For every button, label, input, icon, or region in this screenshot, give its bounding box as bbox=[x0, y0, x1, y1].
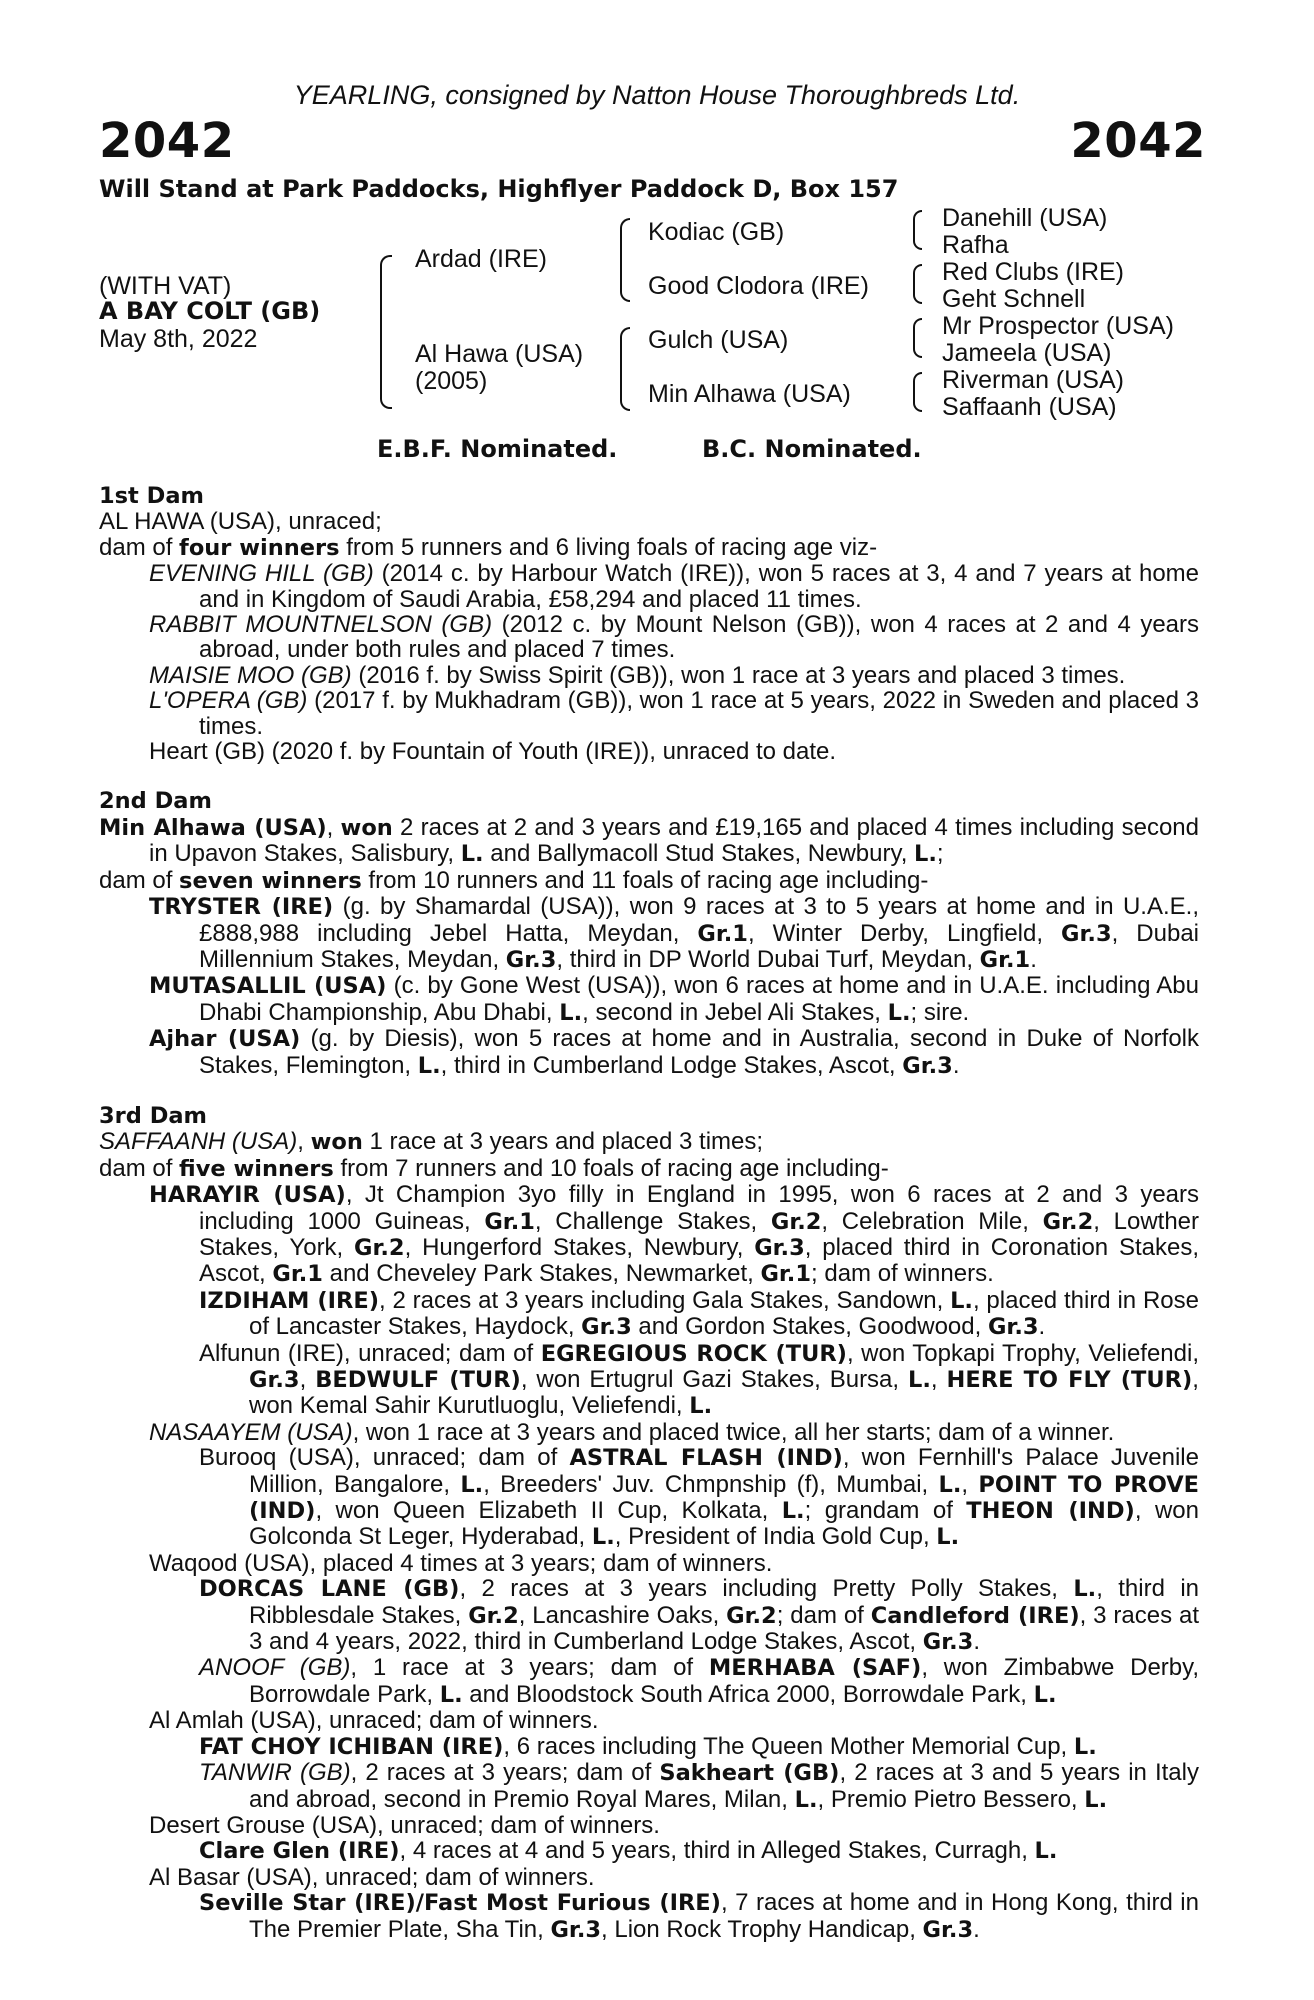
produce-entry: TANWIR (GB), 2 races at 3 years; dam of Sakheart (GB), 2 races at 3 and 5 years in Italy and abroad, second in Premio Royal Mares, Milan, L., Premio Pietro Bessero, L. bbox=[199, 1759, 1199, 1813]
second-dam-produce: dam of seven winners from 10 runners and 11 foals of racing age including- bbox=[99, 866, 929, 894]
third-dam-heading: 3rd Dam bbox=[99, 1102, 207, 1129]
produce-entry: Al Amlah (USA), unraced; dam of winners. bbox=[149, 1707, 599, 1735]
catalogue-body bbox=[99, 484, 1199, 1943]
gg-2: Rafha bbox=[942, 231, 1009, 259]
third-dam-produce: dam of five winners from 7 runners and 10 foals of racing age including- bbox=[99, 1154, 889, 1182]
lot-number-left: 2042 bbox=[99, 113, 235, 169]
sire-dam: Good Clodora (IRE) bbox=[648, 272, 869, 300]
produce-entry: RABBIT MOUNTNELSON (GB) (2012 c. by Mount Nelson (GB)), won 4 races at 2 and 4 years abroad, under both rules and placed 7 times. bbox=[149, 611, 1200, 664]
produce-entry: FAT CHOY ICHIBAN (IRE), 6 races including The Queen Mother Memorial Cup, L. bbox=[199, 1732, 1097, 1760]
gg-4: Geht Schnell bbox=[942, 285, 1086, 313]
dam-year: (2005) bbox=[415, 367, 488, 395]
dam-dam: Min Alhawa (USA) bbox=[648, 380, 851, 408]
produce-entry: Clare Glen (IRE), 4 races at 4 and 5 years, third in Alleged Stakes, Curragh, L. bbox=[199, 1837, 1058, 1865]
produce-entry: TRYSTER (IRE) (g. by Shamardal (USA)), won 9 races at 3 to 5 years at home and in U.A.E., £888,988 including Jebel Hatta, Meydan, Gr.1, Winter Derby, Lingfield, Gr.3, Dubai Millennium Stakes, Meydan, Gr.3, third in DP World Dubai Turf, Meydan, Gr.1. bbox=[149, 893, 1200, 973]
produce-entry: Heart (GB) (2020 f. by Fountain of Youth (IRE)), unraced to date. bbox=[149, 738, 837, 766]
stand-location: Will Stand at Park Paddocks, Highflyer Paddock D, Box 157 bbox=[99, 175, 899, 203]
produce-entry: Waqood (USA), placed 4 times at 3 years; dam of winners. bbox=[149, 1549, 773, 1577]
sire-sire: Kodiac (GB) bbox=[648, 218, 785, 246]
pedigree-brace-3 bbox=[913, 318, 922, 358]
first-dam-heading: 1st Dam bbox=[99, 483, 204, 509]
gg-3: Red Clubs (IRE) bbox=[942, 258, 1124, 286]
first-dam-line: AL HAWA (USA), unraced; bbox=[99, 508, 382, 536]
produce-entry: MUTASALLIL (USA) (c. by Gone West (USA)), won 6 races at home and in U.A.E. including Abu Dhabi Championship, Abu Dhabi, L., second in Jebel Ali Stakes, L.; sire. bbox=[149, 972, 1199, 1026]
consignor-line: YEARLING, consigned by Natton House Thoroughbreds Ltd. bbox=[293, 80, 1021, 110]
pedigree-brace-main bbox=[380, 255, 392, 409]
gg-1: Danehill (USA) bbox=[942, 204, 1108, 232]
produce-entry: Seville Star (IRE)/Fast Most Furious (IRE), 7 races at home and in Hong Kong, third in The Premier Plate, Sha Tin, Gr.3, Lion Rock Trophy Handicap, Gr.3. bbox=[199, 1889, 1199, 1943]
produce-entry: Ajhar (USA) (g. by Diesis), won 5 races at home and in Australia, second in Duke of Norfolk Stakes, Flemington, L., third in Cumberland Lodge Stakes, Ascot, Gr.3. bbox=[149, 1025, 1200, 1079]
gg-8: Saffaanh (USA) bbox=[942, 393, 1117, 421]
gg-5: Mr Prospector (USA) bbox=[942, 312, 1174, 340]
second-dam-line: Min Alhawa (USA), won 2 races at 2 and 3 years and £19,165 and placed 4 times including second in Upavon Stakes, Salisbury, L. and Ballymacoll Stud Stakes, Newbury, L.; bbox=[99, 813, 1199, 868]
produce-entry: MAISIE MOO (GB) (2016 f. by Swiss Spirit (GB)), won 1 race at 3 years and placed 3 times. bbox=[149, 661, 1126, 689]
produce-entry: ANOOF (GB), 1 race at 3 years; dam of MERHABA (SAF), won Zimbabwe Derby, Borrowdale Park, L. and Bloodstock South Africa 2000, Borrowdale Park, L. bbox=[199, 1654, 1200, 1708]
produce-entry: EVENING HILL (GB) (2014 c. by Harbour Watch (IRE)), won 5 races at 3, 4 and 7 years at home and in Kingdom of Saudi Arabia, £58,294 and placed 11 times. bbox=[149, 560, 1200, 613]
gg-7: Riverman (USA) bbox=[942, 366, 1124, 394]
lot-number-right: 2042 bbox=[1070, 113, 1206, 169]
dam-sire: Gulch (USA) bbox=[648, 326, 789, 354]
foaling-date: May 8th, 2022 bbox=[99, 325, 258, 353]
pedigree-brace-1 bbox=[913, 210, 922, 250]
produce-entry: Burooq (USA), unraced; dam of ASTRAL FLASH (IND), won Fernhill's Palace Juvenile Million, Bangalore, L., Breeders' Juv. Chmpnship (f), Mumbai, L., POINT TO PROVE (IND), won Queen Elizabeth II Cup, Kolkata, L.; grandam of THEON (IND), won Golconda St Leger, Hyderabad, L., President of India Gold Cup, L. bbox=[199, 1444, 1199, 1551]
produce-entry: NASAAYEM (USA), won 1 race at 3 years and placed twice, all her starts; dam of a winner. bbox=[149, 1418, 1115, 1446]
third-dam-line: SAFFAANH (USA), won 1 race at 3 years and placed 3 times; bbox=[99, 1128, 764, 1156]
gg-6: Jameela (USA) bbox=[942, 339, 1112, 367]
ebf-nominated: E.B.F. Nominated. bbox=[377, 435, 618, 463]
pedigree-brace-sire bbox=[620, 218, 630, 302]
horse-name: A BAY COLT (GB) bbox=[99, 297, 321, 325]
dam: Al Hawa (USA) bbox=[415, 340, 584, 368]
pedigree-brace-4 bbox=[913, 372, 922, 412]
produce-entry: Alfunun (IRE), unraced; dam of EGREGIOUS ROCK (TUR), won Topkapi Trophy, Veliefendi, Gr.3, BEDWULF (TUR), won Ertugrul Gazi Stakes, Bursa, L., HERE TO FLY (TUR), won Kemal Sahir Kurutluoglu, Veliefendi, L. bbox=[199, 1339, 1200, 1420]
second-dam-heading: 2nd Dam bbox=[99, 788, 212, 815]
pedigree-brace-dam bbox=[620, 327, 630, 411]
sire: Ardad (IRE) bbox=[415, 245, 547, 273]
produce-entry: HARAYIR (USA), Jt Champion 3yo filly in England in 1995, won 6 races at 2 and 3 years including 1000 Guineas, Gr.1, Challenge Stakes, Gr.2, Celebration Mile, Gr.2, Lowther Stakes, York, Gr.2, Hungerford Stakes, Newbury, Gr.3, placed third in Coronation Stakes, Ascot, Gr.1 and Cheveley Park Stakes, Newmarket, Gr.1; dam of winners. bbox=[149, 1181, 1200, 1288]
produce-entry: Al Basar (USA), unraced; dam of winners. bbox=[149, 1863, 595, 1891]
pedigree-brace-2 bbox=[913, 264, 922, 304]
produce-entry: Desert Grouse (USA), unraced; dam of winners. bbox=[149, 1811, 660, 1839]
produce-entry: L'OPERA (GB) (2017 f. by Mukhadram (GB)), won 1 race at 5 years, 2022 in Sweden and placed 3 times. bbox=[149, 687, 1200, 740]
bc-nominated: B.C. Nominated. bbox=[702, 435, 922, 463]
produce-entry: DORCAS LANE (GB), 2 races at 3 years including Pretty Polly Stakes, L., third in Ribblesdale Stakes, Gr.2, Lancashire Oaks, Gr.2; dam of Candleford (IRE), 3 races at 3 and 4 years, 2022, third in Cumberland Lodge Stakes, Ascot, Gr.3. bbox=[199, 1575, 1199, 1656]
vat-note: (WITH VAT) bbox=[99, 272, 232, 300]
produce-entry: IZDIHAM (IRE), 2 races at 3 years including Gala Stakes, Sandown, L., placed third in Rose of Lancaster Stakes, Haydock, Gr.3 and Gordon Stakes, Goodwood, Gr.3. bbox=[199, 1286, 1199, 1341]
first-dam-produce: dam of four winners from 5 runners and 6 living foals of racing age viz- bbox=[99, 533, 878, 561]
